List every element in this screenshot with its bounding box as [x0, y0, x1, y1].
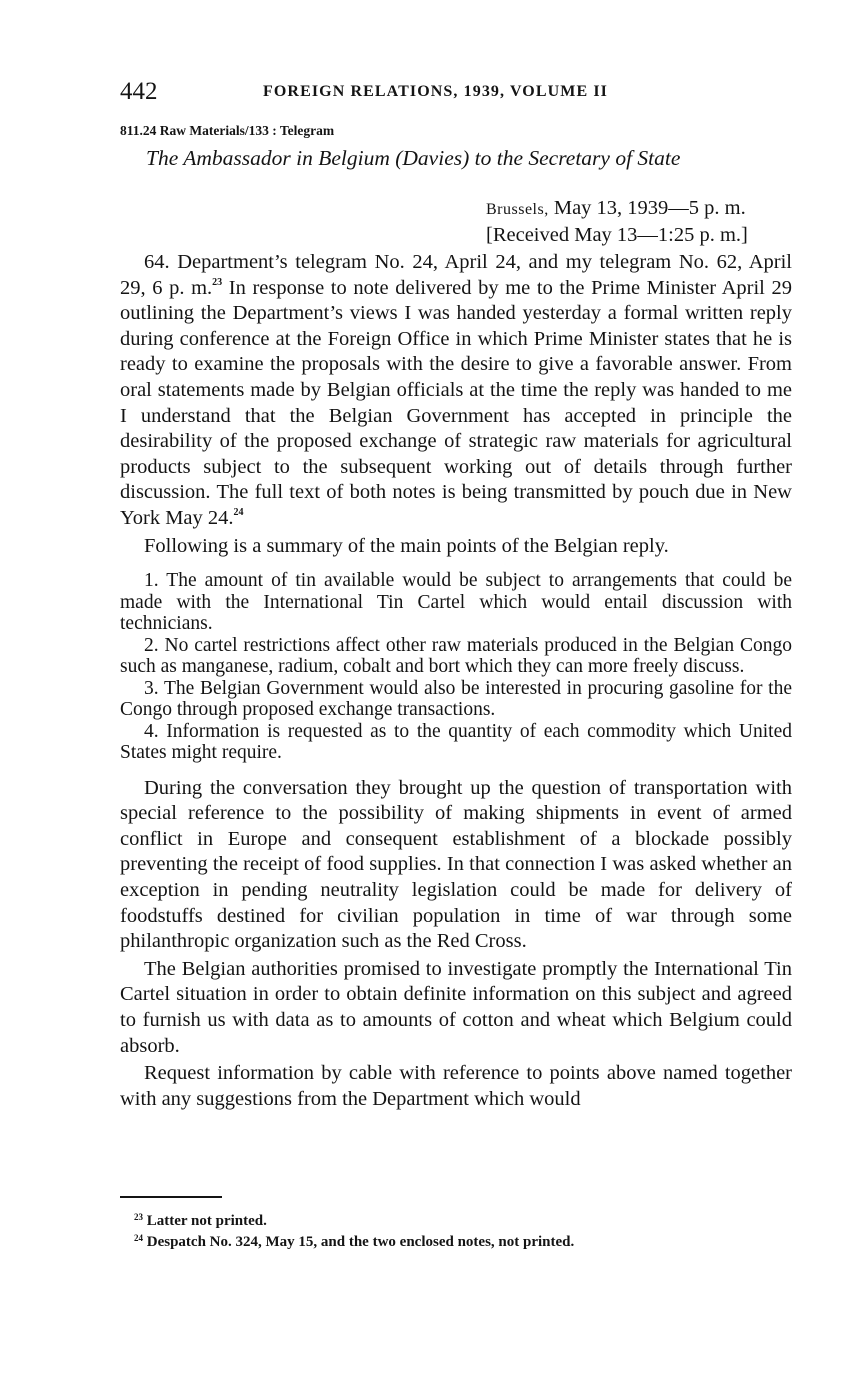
- summary-item: 4. Information is requested as to the quantity of each commodity which United States might require.: [120, 720, 792, 764]
- footnote-24: $^{24}$ Despatch No. 324, May 15, and the two enclosed notes, not printed.: [134, 1233, 575, 1250]
- dateline-place: Brussels,: [486, 201, 549, 218]
- page-header: [120, 78, 792, 108]
- dateline-sent: [486, 196, 748, 223]
- dateline: [486, 196, 748, 248]
- footnote-ref-24: 24: [233, 506, 244, 518]
- summary-list: [120, 570, 792, 764]
- paragraph-4: The Belgian authorities promised to investigate promptly the International Tin Cartel situation in order to obtain definite information on this subject and agreed to furnish us with data as to amounts of cotton and wheat which Belgium could absorb.: [120, 957, 792, 1057]
- dateline-date: May 13, 1939—5 p. m.: [553, 197, 746, 219]
- file-reference: 811.24 Raw Materials/133 : Telegram: [120, 123, 335, 138]
- document-title: The Ambassador in Belgium (Davies) to the Secretary of State: [146, 146, 681, 170]
- paragraph-1: 64. Department’s telegram No. 24, April 24, and my telegram No. 62, April 29, 6 p. m.$^{23}$ In response to note delivered by me to the Prime Minister April 29 outlining the Department’s views I was handed yesterday a formal written reply during conference at the Foreign Office in which Prime Minister states that he is ready to examine the proposals with the desire to give a favorable answer. From oral statements made by Belgian officials at the time the reply was handed to me I understand that the Belgian Government has accepted in principle the desirability of the proposed exchange of strategic raw materials for agricultural products subject to the subsequent working out of details through further discussion. The full text of both notes is being transmitted by pouch due in New York May 24.24: [120, 251, 792, 529]
- running-head: FOREIGN RELATIONS, 1939, VOLUME II: [263, 83, 608, 100]
- paragraph-3: During the conversation they brought up the question of transportation with special reference to the possibility of making shipments in event of armed conflict in Europe and consequent establishment of a blockade possibly preventing the receipt of food supplies. In that connection I was asked whether an exception in pending neutrality legislation could be made for delivery of foodstuffs destined for civilian population in time of war through some philanthropic organization such as the Red Cross.: [120, 776, 792, 953]
- dateline-received: [Received May 13—1:25 p. m.]: [486, 223, 748, 246]
- telegram-body: [120, 250, 792, 1112]
- summary-item: 2. No cartel restrictions affect other raw materials produced in the Belgian Congo such as manganese, radium, cobalt and bort which they can more freely discuss.: [120, 634, 792, 678]
- summary-item: 1. The amount of tin available would be subject to arrangements that could be made with the International Tin Cartel which would entail discussion with technicians.: [120, 570, 792, 635]
- paragraph-5: Request information by cable with reference to points above named together with any suggestions from the Department which would: [120, 1062, 792, 1110]
- paragraph-2: Following is a summary of the main points of the Belgian reply.: [144, 534, 669, 557]
- page-number: 442: [120, 78, 158, 105]
- footnote-divider: [120, 1196, 222, 1198]
- footnote-ref-23: 23: [212, 276, 223, 288]
- summary-item: 3. The Belgian Government would also be interested in procuring gasoline for the Congo through proposed exchange transactions.: [120, 677, 792, 721]
- footnote-23: $^{23}$ Latter not printed.: [134, 1212, 267, 1229]
